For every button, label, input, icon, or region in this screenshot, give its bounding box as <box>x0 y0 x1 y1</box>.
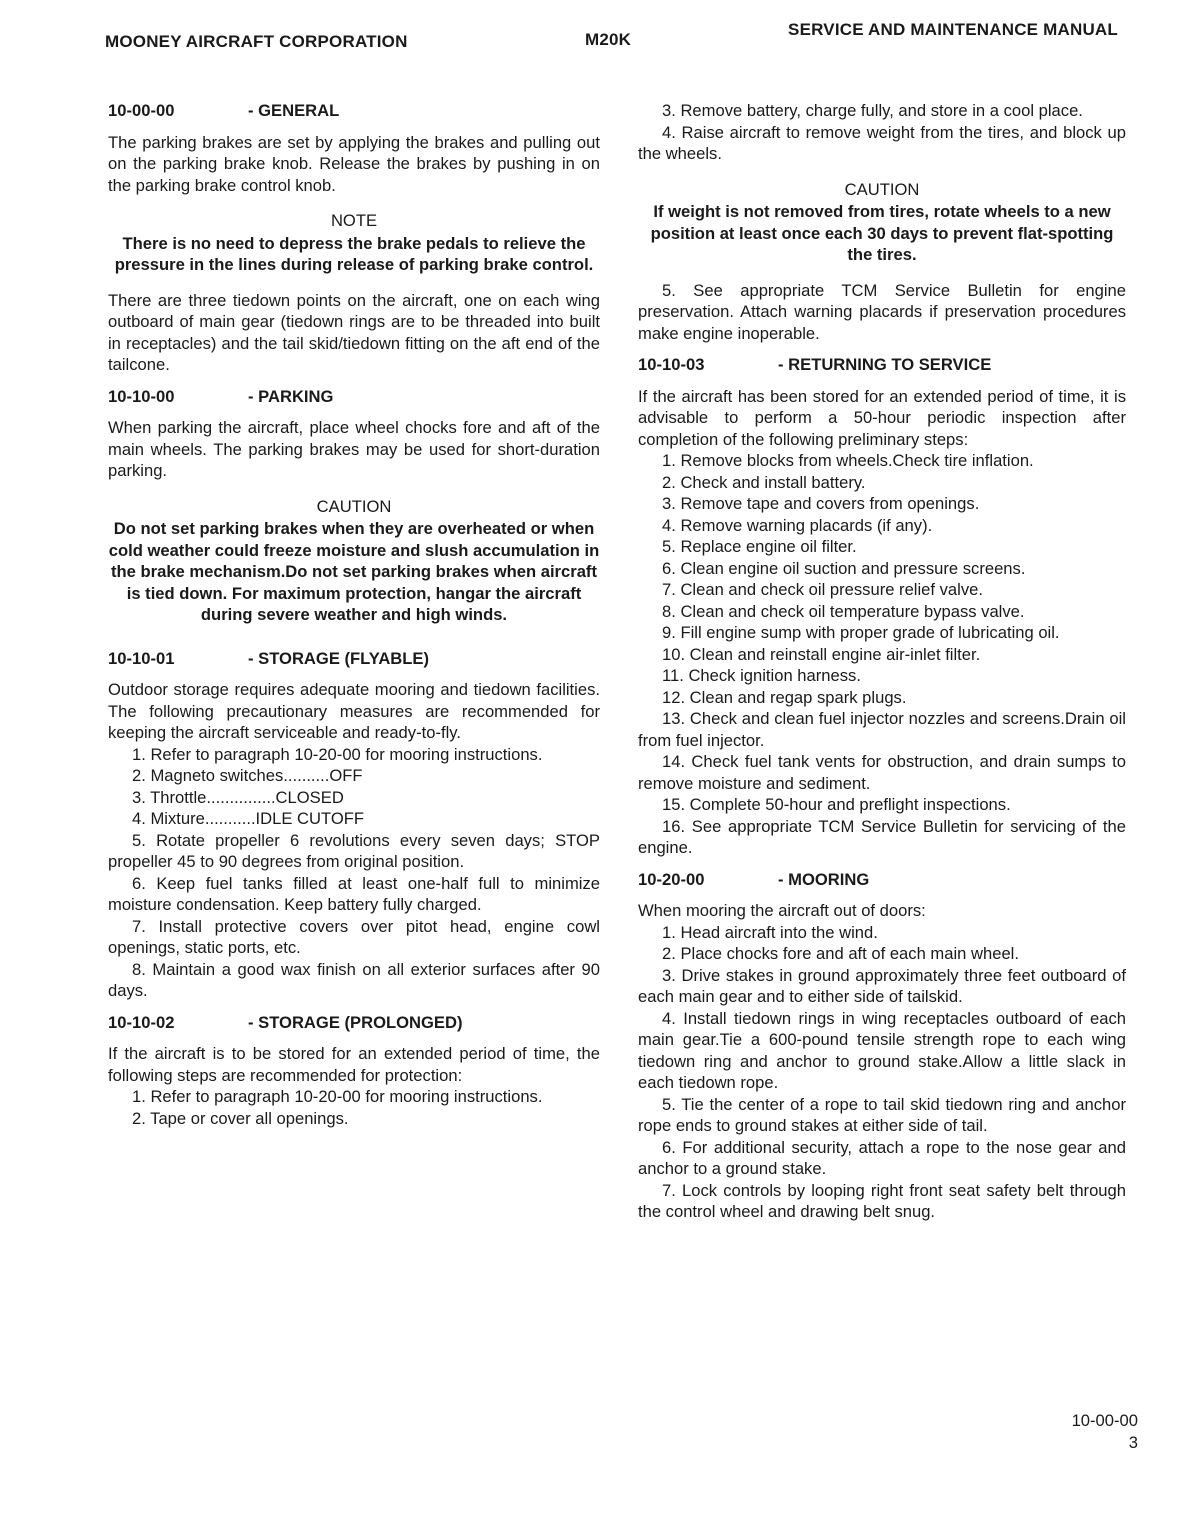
section-number: 10-10-00 <box>108 386 175 406</box>
section-number: 10-10-01 <box>108 648 175 668</box>
page-footer <box>1072 1410 1138 1454</box>
list-item: 7. Lock controls by looping right front seat safety belt through the control wheel and drawing belt snug. <box>638 1180 1126 1221</box>
returning-steps-list <box>638 450 1126 859</box>
list-item: 3. Remove battery, charge fully, and store in a cool place. <box>662 101 1083 120</box>
section-heading-mooring <box>638 869 1126 891</box>
list-item: 3. Throttle...............CLOSED <box>132 787 344 807</box>
paragraph: There are three tiedown points on the aircraft, one on each wing outboard of main gear (tiedown rings are to be threaded into built in receptacles) and the tail skid/tiedown fitting on the aft end of the tailcone. <box>108 290 600 374</box>
right-column <box>638 100 1126 1223</box>
section-title: - STORAGE (PROLONGED) <box>248 1012 463 1032</box>
section-title: - GENERAL <box>248 101 340 120</box>
section-title: - RETURNING TO SERVICE <box>778 355 992 374</box>
section-title: - STORAGE (FLYABLE) <box>248 648 430 668</box>
page-number: 3 <box>1128 1433 1138 1452</box>
paragraph: The parking brakes are set by applying the brakes and pulling out on the parking brake knob. Release the brakes by pushing in on the parking brake control knob. <box>108 132 600 195</box>
list-item: 2. Tape or cover all openings. <box>132 1108 349 1128</box>
mooring-steps-list <box>638 922 1126 1223</box>
header-manual-title: SERVICE AND MAINTENANCE MANUAL <box>788 20 1118 39</box>
section-number: 10-10-02 <box>108 1012 175 1032</box>
list-item: 4. Remove warning placards (if any). <box>662 515 933 535</box>
section-heading-general <box>108 100 600 122</box>
section-number: 10-20-00 <box>638 869 705 889</box>
list-item: 4. Mixture...........IDLE CUTOFF <box>132 809 365 828</box>
list-item: 1. Refer to paragraph 10-20-00 for mooring instructions. <box>132 744 543 764</box>
list-item: 14. Check fuel tank vents for obstruction, and drain sumps to remove moisture and sediment. <box>638 752 1126 793</box>
paragraph: If the aircraft has been stored for an extended period of time, it is advisable to perform a 50-hour periodic inspection after completion of the following preliminary steps: <box>638 386 1126 449</box>
section-heading-storage-prolonged <box>108 1012 600 1034</box>
list-item: 9. Fill engine sump with proper grade of lubricating oil. <box>662 623 1060 642</box>
note-box <box>108 210 600 276</box>
paragraph: If the aircraft is to be stored for an extended period of time, the following steps are recommended for protection: <box>108 1044 600 1085</box>
list-item: 2. Magneto switches..........OFF <box>132 766 363 785</box>
list-item: 1. Refer to paragraph 10-20-00 for mooring instructions. <box>132 1087 543 1106</box>
caution-text: If weight is not removed from tires, rotate wheels to a new position at least once each 30 days to prevent flat-spotting the tires. <box>650 202 1114 264</box>
list-item: 1. Head aircraft into the wind. <box>662 922 878 942</box>
paragraph: When mooring the aircraft out of doors: <box>638 901 926 920</box>
paragraph: Outdoor storage requires adequate mooring and tiedown facilities. The following precautionary measures are recommended for keeping the aircraft serviceable and ready-to-fly. <box>108 680 600 742</box>
section-title: - MOORING <box>778 869 870 889</box>
list-item: 11. Check ignition harness. <box>662 666 861 685</box>
list-item: 2. Place chocks fore and aft of each main wheel. <box>662 944 1019 963</box>
section-heading-parking <box>108 386 600 408</box>
note-text: There is no need to depress the brake pedals to relieve the pressure in the lines during release of parking brake control. <box>114 233 594 274</box>
list-item: 4. Raise aircraft to remove weight from the tires, and block up the wheels. <box>638 122 1126 163</box>
section-heading-storage-flyable <box>108 648 600 670</box>
left-column <box>108 100 600 1129</box>
list-item: 12. Clean and regap spark plugs. <box>662 687 907 707</box>
paragraph: When parking the aircraft, place wheel chocks fore and aft of the main wheels. The parking brakes may be used for short-duration parking. <box>108 418 600 480</box>
list-item: 2. Check and install battery. <box>662 472 866 492</box>
list-item: 8. Clean and check oil temperature bypass valve. <box>662 601 1025 621</box>
list-item: 3. Drive stakes in ground approximately three feet outboard of each main gear and to either side of tailskid. <box>638 965 1126 1006</box>
list-item: 6. Clean engine oil suction and pressure screens. <box>662 558 1026 578</box>
section-number: 10-00-00 <box>108 101 175 120</box>
list-item: 16. See appropriate TCM Service Bulletin for servicing of the engine. <box>638 816 1126 857</box>
caution-text: Do not set parking brakes when they are overheated or when cold weather could freeze moisture and slush accumulation in the brake mechanism.Do not set parking brakes when aircraft is tied down. For maximum protection, hangar the aircraft during severe weather and high winds. <box>108 519 600 624</box>
list-item: 8. Maintain a good wax finish on all exterior surfaces after 90 days. <box>108 959 600 1000</box>
header-company: MOONEY AIRCRAFT CORPORATION <box>105 32 408 51</box>
list-item: 7. Install protective covers over pitot head, engine cowl openings, static ports, etc. <box>108 916 600 957</box>
caution-box <box>638 179 1126 266</box>
list-item: 6. Keep fuel tanks filled at least one-half full to minimize moisture condensation. Keep battery fully charged. <box>108 873 600 914</box>
list-item: 6. For additional security, attach a rope to the nose gear and anchor to a ground stake. <box>638 1137 1126 1178</box>
list-item: 5. Replace engine oil filter. <box>662 537 857 556</box>
list-item: 5. Rotate propeller 6 revolutions every seven days; STOP propeller 45 to 90 degrees from original position. <box>108 830 600 871</box>
section-number: 10-10-03 <box>638 355 705 374</box>
note-title: NOTE <box>330 211 378 230</box>
list-item: 3. Remove tape and covers from openings. <box>662 494 980 513</box>
caution-box <box>108 496 600 626</box>
header-model: M20K <box>585 30 632 49</box>
list-item: 5. Tie the center of a rope to tail skid tiedown ring and anchor rope ends to ground stakes at either side of tail. <box>638 1094 1126 1135</box>
list-item: 13. Check and clean fuel injector nozzles and screens.Drain oil from fuel injector. <box>638 709 1126 750</box>
list-item: 7. Clean and check oil pressure relief valve. <box>662 580 983 599</box>
list-item: 15. Complete 50-hour and preflight inspections. <box>662 795 1011 814</box>
list-item: 4. Install tiedown rings in wing receptacles outboard of each main gear.Tie a 600-pound tensile strength rope to each wing tiedown ring and anchor to ground stake.Allow a little slack in each tiedown rope. <box>638 1008 1126 1092</box>
section-title: - PARKING <box>248 386 334 406</box>
caution-title: CAUTION <box>844 179 920 199</box>
section-heading-returning <box>638 354 1126 376</box>
footer-section-number: 10-00-00 <box>1071 1411 1138 1430</box>
page-header <box>105 18 1118 58</box>
list-item: 1. Remove blocks from wheels.Check tire inflation. <box>662 451 1034 470</box>
list-item: 10. Clean and reinstall engine air-inlet filter. <box>662 644 981 664</box>
list-item: 5. See appropriate TCM Service Bulletin for engine preservation. Attach warning placards if preservation procedures make engine inoperable. <box>638 280 1126 343</box>
caution-title: CAUTION <box>316 496 392 516</box>
